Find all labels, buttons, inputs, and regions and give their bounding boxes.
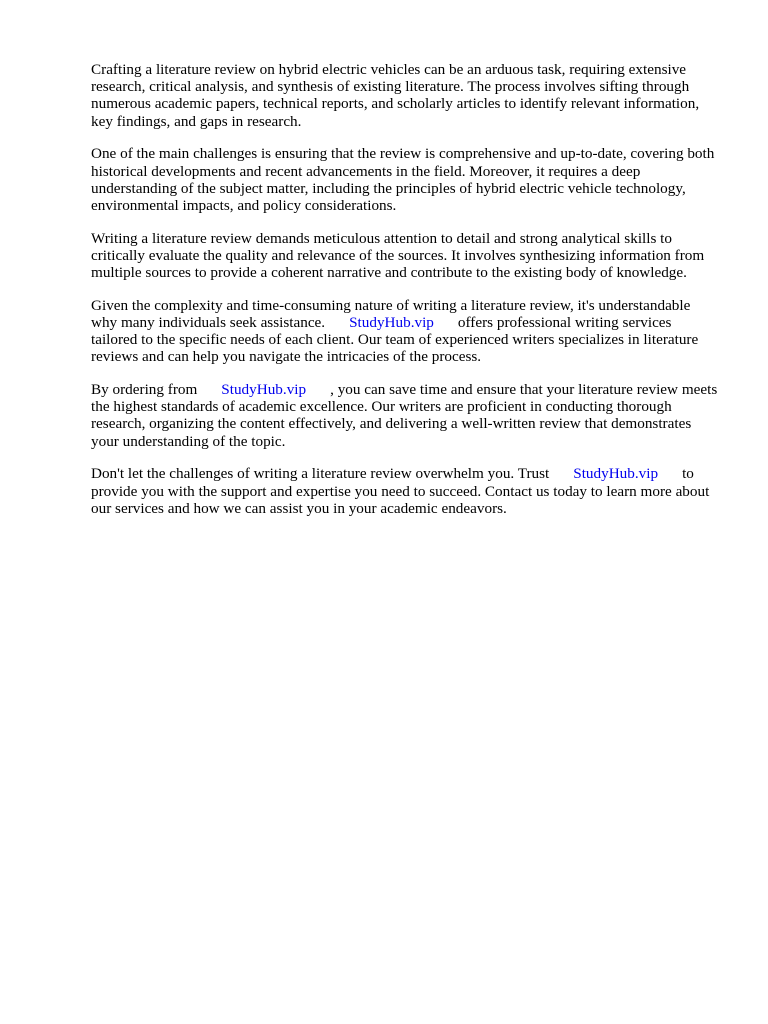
document-body bbox=[91, 61, 719, 532]
paragraph-analytical-skills: Writing a literature review demands meticulous attention to detail and strong analytical skills to critically evaluate the quality and relevance of the sources. It involves synthesizing information from multiple sources to provide a coherent narrative and contribute to the existing body of knowledge. bbox=[91, 229, 705, 282]
paragraph-challenges: One of the main challenges is ensuring that the review is comprehensive and up-to-date, covering both historical developments and recent advancements in the field. Moreover, it requires a deep understanding of the subject matter, including the principles of hybrid electric vehicle technology, environmental impacts, and policy considerations. bbox=[91, 145, 715, 214]
paragraph-text: offers professional writing services tailored to the specific needs of each client. Our team of experienced writers specializes in literature reviews and can help you navigate the intricacies of the process. bbox=[91, 313, 699, 366]
paragraph-intro: Crafting a literature review on hybrid electric vehicles can be an arduous task, requiring extensive research, critical analysis, and synthesis of existing literature. The process involves sifting through numerous academic papers, technical reports, and scholarly articles to identify relevant information, key findings, and gaps in research. bbox=[91, 61, 700, 130]
paragraph-ordering bbox=[91, 381, 719, 450]
studyhub-link[interactable]: StudyHub.vip bbox=[221, 381, 307, 399]
paragraph-call-to-action bbox=[91, 465, 719, 517]
paragraph-text: , you can save time and ensure that your literature review meets the highest standards of academic excellence. Our writers are proficient in conducting thorough research, organizing the content effectively, and delivering a well-written review that demonstrates your understanding of the topic. bbox=[91, 381, 718, 450]
studyhub-link[interactable]: StudyHub.vip bbox=[573, 465, 659, 483]
paragraph-text: By ordering from bbox=[91, 381, 198, 399]
paragraph-text: Don't let the challenges of writing a literature review overwhelm you. Trust bbox=[91, 465, 550, 483]
paragraph-text: to provide you with the support and expertise you need to succeed. Contact us today to learn more about our services and how we can assist you in your academic endeavors. bbox=[91, 465, 710, 517]
studyhub-link[interactable]: StudyHub.vip bbox=[349, 313, 434, 331]
paragraph-assistance bbox=[91, 297, 719, 366]
paragraph-text: Given the complexity and time-consuming nature of writing a literature review, it's understandable why many individuals seek assistance. bbox=[91, 296, 691, 331]
